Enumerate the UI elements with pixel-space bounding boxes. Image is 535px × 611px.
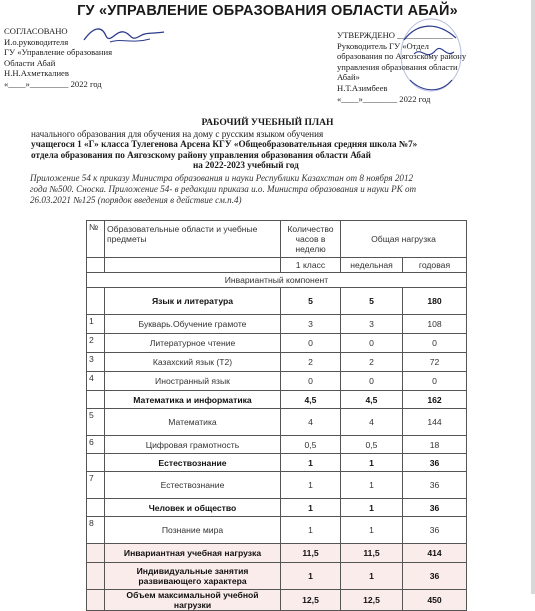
row-year-total: 162 bbox=[403, 391, 467, 409]
plan-line: начального образования для обучения на дому с русским языком обучения bbox=[31, 129, 324, 139]
appendix-line: года №500. Сноска. Приложение 54- в редакции приказа и.о. Министра образования и науки РК от bbox=[30, 183, 417, 194]
approve-left-line: И.о.руководителя bbox=[4, 36, 69, 47]
table-row bbox=[87, 590, 467, 611]
row-week-total: 0 bbox=[341, 372, 403, 391]
col-header-week: недельная bbox=[341, 258, 403, 273]
plan-line: отдела образования по Аягозскому району управления образования области Абай bbox=[31, 149, 371, 160]
document-title: ГУ «УПРАВЛЕНИЕ ОБРАЗОВАНИЯ ОБЛАСТИ АБАЙ» bbox=[77, 3, 458, 19]
row-subject: Литературное чтение bbox=[105, 334, 281, 353]
table-row bbox=[87, 334, 467, 353]
row-subject: Язык и литература bbox=[105, 288, 281, 315]
row-year-total: 18 bbox=[403, 436, 467, 454]
row-subject: Цифровая грамотность bbox=[105, 436, 281, 454]
col-header-num: № bbox=[87, 221, 105, 258]
plan-description bbox=[31, 129, 417, 171]
approve-right-line: управления образования области bbox=[337, 61, 458, 72]
appendix-line: Приложение 54 к приказу Министра образования и науки Республики Казахстан от 8 ноября 2012 bbox=[30, 173, 414, 183]
approve-right-line: «____»________ 2022 год bbox=[337, 93, 431, 104]
row-number bbox=[87, 563, 105, 590]
col-header-year: годовая bbox=[403, 258, 467, 273]
row-weekly: 1 bbox=[281, 472, 341, 499]
row-subject: Казахский язык (Т2) bbox=[105, 353, 281, 372]
row-number bbox=[87, 590, 105, 611]
row-week-total: 1 bbox=[341, 563, 403, 590]
row-weekly: 5 bbox=[281, 288, 341, 315]
row-number: 6 bbox=[87, 436, 105, 454]
row-weekly: 1 bbox=[281, 499, 341, 517]
seal-right-image bbox=[396, 10, 466, 110]
row-subject: Естествознание bbox=[105, 472, 281, 499]
row-week-total: 11,5 bbox=[341, 544, 403, 563]
row-year-total: 108 bbox=[403, 315, 467, 334]
col-header-weekly: Количество часов в неделю bbox=[281, 221, 341, 258]
row-week-total: 1 bbox=[341, 472, 403, 499]
row-weekly: 11,5 bbox=[281, 544, 341, 563]
row-week-total: 5 bbox=[341, 288, 403, 315]
row-weekly: 4 bbox=[281, 409, 341, 436]
row-week-total: 0,5 bbox=[341, 436, 403, 454]
row-number: 3 bbox=[87, 353, 105, 372]
row-year-total: 414 bbox=[403, 544, 467, 563]
row-year-total: 180 bbox=[403, 288, 467, 315]
row-week-total: 4 bbox=[341, 409, 403, 436]
row-week-total: 12,5 bbox=[341, 590, 403, 611]
col-header-total: Общая нагрузка bbox=[341, 221, 467, 258]
col-header-class: 1 класс bbox=[281, 258, 341, 273]
table-row bbox=[87, 353, 467, 372]
row-year-total: 36 bbox=[403, 499, 467, 517]
row-subject: Математика bbox=[105, 409, 281, 436]
row-number bbox=[87, 454, 105, 472]
row-year-total: 36 bbox=[403, 517, 467, 544]
row-year-total: 36 bbox=[403, 563, 467, 590]
row-year-total: 36 bbox=[403, 454, 467, 472]
row-number: 4 bbox=[87, 372, 105, 391]
row-number bbox=[87, 391, 105, 409]
curriculum-table bbox=[86, 220, 467, 611]
table-row bbox=[87, 472, 467, 499]
approve-left-line: «____»_________ 2022 год bbox=[4, 78, 102, 89]
row-week-total: 1 bbox=[341, 499, 403, 517]
approve-left-line: СОГЛАСОВАНО bbox=[4, 26, 68, 36]
row-weekly: 4,5 bbox=[281, 391, 341, 409]
row-year-total: 450 bbox=[403, 590, 467, 611]
row-week-total: 1 bbox=[341, 517, 403, 544]
page-edge bbox=[531, 0, 535, 594]
row-weekly: 0 bbox=[281, 334, 341, 353]
row-week-total: 0 bbox=[341, 334, 403, 353]
row-number bbox=[87, 499, 105, 517]
approve-right-line: Н.Т.Азимбеев bbox=[337, 82, 388, 93]
col-header-subject: Образовательные области и учебные предметы bbox=[105, 221, 281, 258]
row-weekly: 2 bbox=[281, 353, 341, 372]
row-year-total: 36 bbox=[403, 472, 467, 499]
row-weekly: 0,5 bbox=[281, 436, 341, 454]
row-weekly: 1 bbox=[281, 517, 341, 544]
table-row bbox=[87, 499, 467, 517]
approve-right-line: Абай» bbox=[337, 72, 360, 83]
plan-appendix-note bbox=[30, 173, 416, 205]
plan-title: РАБОЧИЙ УЧЕБНЫЙ ПЛАН bbox=[201, 117, 334, 128]
table-row bbox=[87, 372, 467, 391]
row-year-total: 144 bbox=[403, 409, 467, 436]
row-weekly: 1 bbox=[281, 454, 341, 472]
plan-line: учащегося 1 «Г» класса Тулегенова Арсена КГУ «Общеобразовательная средняя школа №7» bbox=[31, 139, 418, 150]
approve-left-line: Н.Н.Ахметкалиев bbox=[4, 68, 69, 79]
approve-left-line: Области Абай bbox=[4, 57, 56, 68]
row-subject: Математика и информатика bbox=[105, 391, 281, 409]
approve-left-line: ГУ «Управление образования bbox=[4, 47, 113, 58]
row-weekly: 12,5 bbox=[281, 590, 341, 611]
row-subject: Индивидуальные занятия развивающего характера bbox=[105, 563, 281, 590]
row-subject: Человек и общество bbox=[105, 499, 281, 517]
row-subject: Иностранный язык bbox=[105, 372, 281, 391]
row-number: 2 bbox=[87, 334, 105, 353]
row-year-total: 72 bbox=[403, 353, 467, 372]
appendix-line: 26.03.2021 №125 (порядок введения в действие см.п.4) bbox=[30, 194, 242, 205]
row-number: 8 bbox=[87, 517, 105, 544]
row-week-total: 2 bbox=[341, 353, 403, 372]
approve-right-line: УТВЕРЖДЕНО _____________ bbox=[337, 30, 454, 40]
table-row bbox=[87, 517, 467, 544]
table-row bbox=[87, 288, 467, 315]
row-week-total: 1 bbox=[341, 454, 403, 472]
row-year-total: 0 bbox=[403, 372, 467, 391]
plan-line: на 2022-2023 учебный год bbox=[193, 160, 299, 171]
table-row bbox=[87, 563, 467, 590]
section-header: Инвариантный компонент bbox=[87, 273, 467, 288]
row-weekly: 0 bbox=[281, 372, 341, 391]
table-row bbox=[87, 544, 467, 563]
row-weekly: 3 bbox=[281, 315, 341, 334]
signature-left-image bbox=[80, 22, 170, 48]
table-row bbox=[87, 391, 467, 409]
row-subject: Объем максимальной учебной нагрузки bbox=[105, 590, 281, 611]
row-weekly: 1 bbox=[281, 563, 341, 590]
table-row bbox=[87, 315, 467, 334]
table-row bbox=[87, 454, 467, 472]
table-row bbox=[87, 409, 467, 436]
row-number: 1 bbox=[87, 315, 105, 334]
row-subject: Инвариантная учебная нагрузка bbox=[105, 544, 281, 563]
row-year-total: 0 bbox=[403, 334, 467, 353]
header-cell-empty bbox=[105, 258, 281, 273]
row-number: 7 bbox=[87, 472, 105, 499]
approve-right-line: Руководитель ГУ «Отдел bbox=[337, 40, 429, 51]
row-week-total: 4,5 bbox=[341, 391, 403, 409]
row-week-total: 3 bbox=[341, 315, 403, 334]
row-number bbox=[87, 544, 105, 563]
row-subject: Познание мира bbox=[105, 517, 281, 544]
row-subject: Естествознание bbox=[105, 454, 281, 472]
table-row bbox=[87, 436, 467, 454]
row-subject: Букварь.Обучение грамоте bbox=[105, 315, 281, 334]
row-number: 5 bbox=[87, 409, 105, 436]
header-cell-empty bbox=[87, 258, 105, 273]
approve-right-line: образования по Аягозскому району bbox=[337, 51, 467, 62]
row-number bbox=[87, 288, 105, 315]
